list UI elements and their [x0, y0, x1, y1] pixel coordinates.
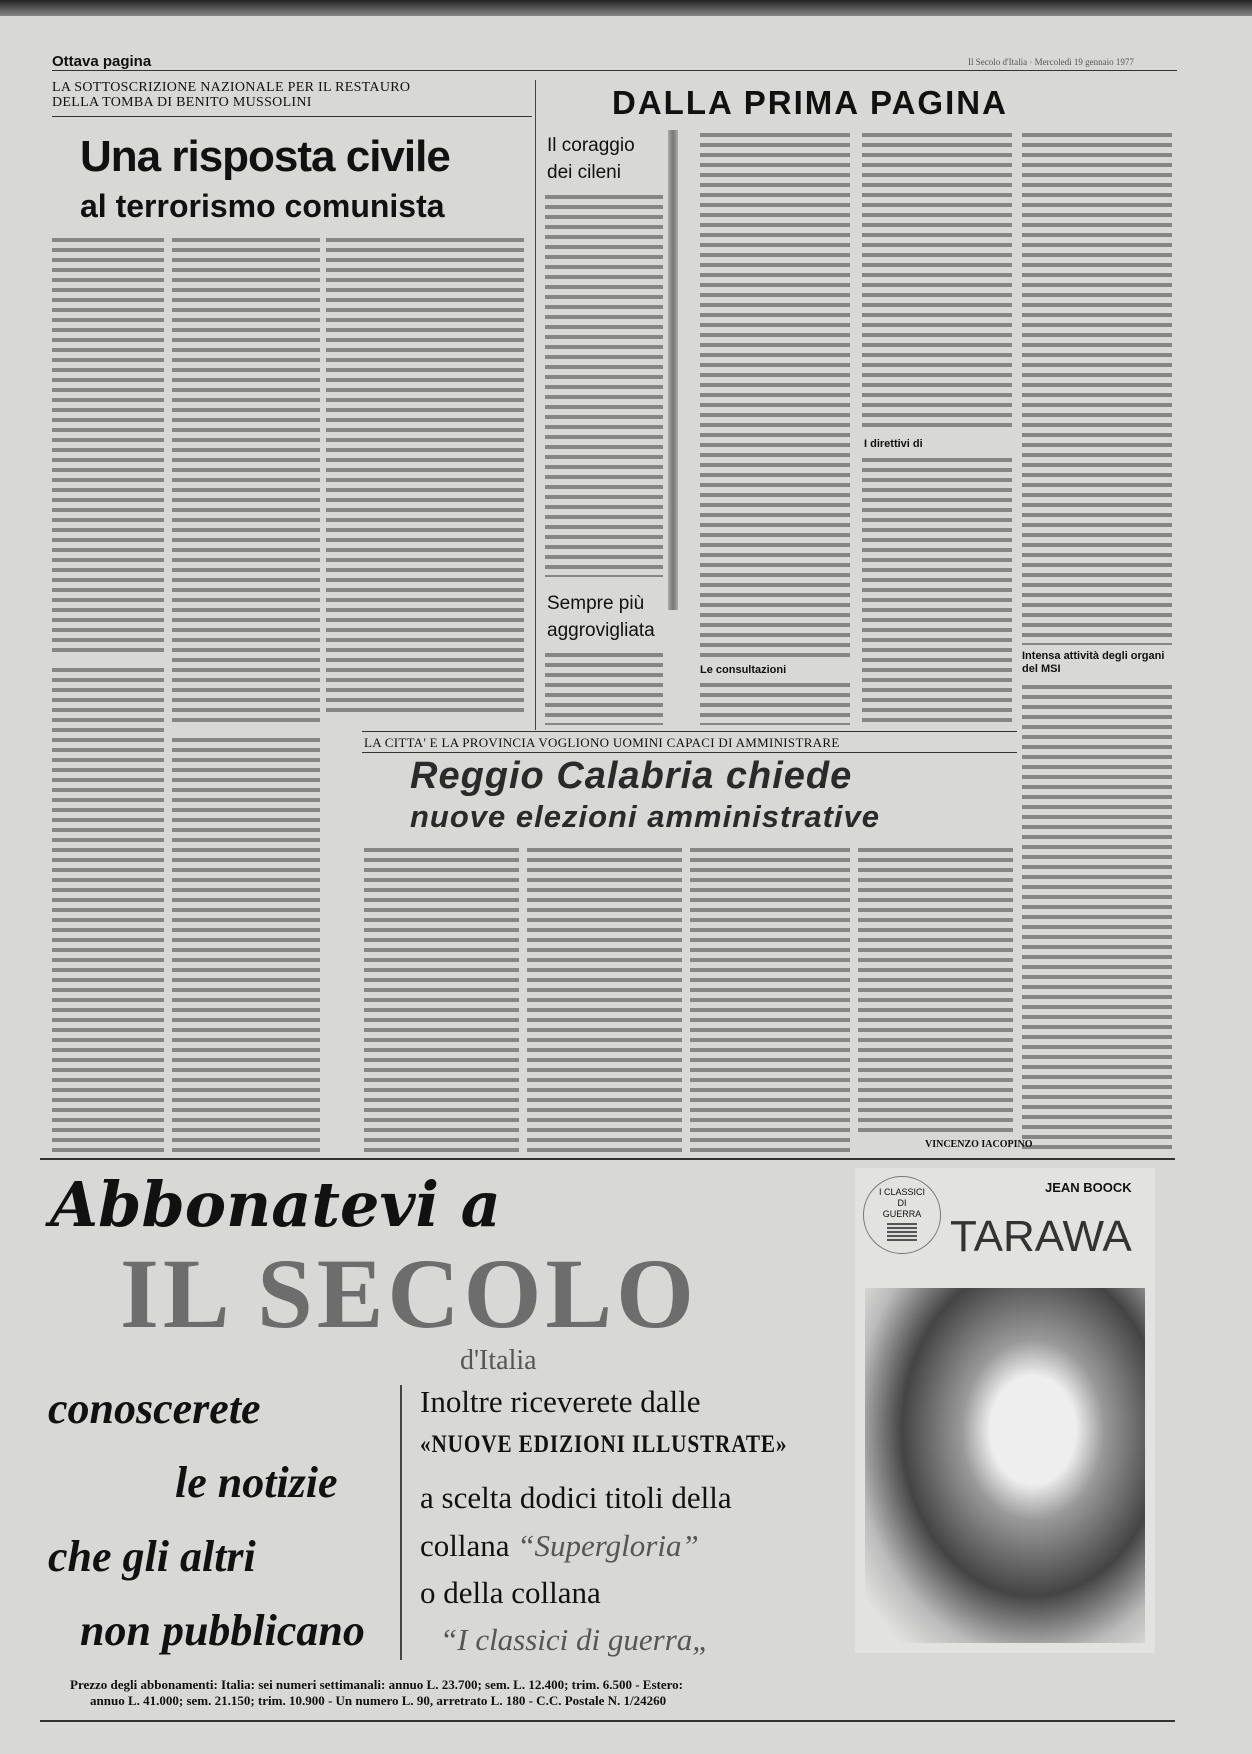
section-title: DALLA PRIMA PAGINA — [612, 84, 1008, 121]
kicker-line: DELLA TOMBA DI BENITO MUSSOLINI — [52, 95, 312, 110]
ad-brand: IL SECOLO — [120, 1238, 698, 1349]
text: collana — [420, 1528, 510, 1563]
body-text — [1022, 130, 1172, 645]
ad-right-line: «NUOVE EDIZIONI ILLUSTRATE» — [420, 1431, 788, 1458]
flag-icon — [887, 1223, 917, 1241]
book-title: TARAWA — [950, 1212, 1132, 1261]
subscription-prices — [70, 1677, 683, 1709]
price-line: annuo L. 41.000; sem. 21.150; trim. 10.900 - Un numero L. 90, arretrato L. 180 - C.C. Postale N. 1/24260 — [90, 1693, 667, 1708]
ad-right-line: o della collana — [420, 1575, 601, 1610]
badge-text: GUERRA — [882, 1209, 922, 1219]
title-line: aggrovigliata — [547, 620, 655, 641]
body-text — [1022, 682, 1172, 1155]
decorative-bar — [668, 130, 678, 610]
byline: VINCENZO IACOPINO — [925, 1139, 1033, 1150]
ad-right-line: a scelta dodici titoli della — [420, 1480, 732, 1515]
donor-list — [172, 735, 320, 1155]
body-text — [862, 130, 1012, 430]
reggio-title: Reggio Calabria chiede — [410, 755, 853, 797]
badge-text: I CLASSICI — [878, 1187, 925, 1197]
ad-left-line: non pubblicano — [80, 1606, 365, 1655]
series-badge — [863, 1176, 941, 1254]
body-text — [364, 845, 519, 1155]
ad-border — [40, 1720, 1175, 1722]
donor-list — [172, 235, 320, 725]
subhead: I direttivi di — [864, 438, 923, 450]
series-name: “Supergloria” — [517, 1528, 699, 1563]
left-title: Una risposta civile — [80, 132, 450, 181]
ad-headline: Abbonatevi a — [50, 1168, 501, 1241]
body-text — [52, 235, 164, 655]
badge-text: DI — [897, 1198, 907, 1208]
masthead-date: Il Secolo d'Italia · Mercoledì 19 gennaio 1977 — [968, 57, 1134, 67]
body-text — [700, 680, 850, 725]
ad-right-line — [420, 1528, 699, 1564]
title-line: Il coraggio — [547, 135, 635, 156]
body-text — [858, 845, 1013, 1135]
ad-divider — [400, 1385, 402, 1660]
body-text — [545, 650, 663, 725]
divider — [362, 731, 1017, 732]
section-label: Ottava pagina — [52, 53, 152, 70]
ad-left-line: conoscerete — [48, 1384, 261, 1433]
column-rule — [535, 80, 536, 730]
body-text — [527, 845, 682, 1155]
ad-left-line: le notizie — [175, 1458, 338, 1507]
subhead: Intensa attività degli organi del MSI — [1022, 650, 1165, 675]
reggio-kicker: LA CITTA' E LA PROVINCIA VOGLIONO UOMINI CAPACI DI AMMINISTRARE — [364, 735, 840, 750]
body-text — [700, 130, 850, 660]
header-rule — [52, 70, 1177, 71]
book-illustration — [865, 1288, 1145, 1643]
donor-list — [326, 235, 524, 715]
title-line: Sempre più — [547, 593, 645, 614]
book-author: JEAN BOOCK — [1045, 1180, 1132, 1195]
ad-right-line: Inoltre riceverete dalle — [420, 1384, 701, 1419]
title-line: dei cileni — [547, 162, 621, 183]
divider — [362, 752, 1017, 753]
scan-edge — [0, 0, 1252, 16]
donor-list — [52, 665, 164, 1155]
body-text — [862, 455, 1012, 725]
ad-left-line: che gli altri — [48, 1532, 256, 1581]
price-line: Prezzo degli abbonamenti: Italia: sei numeri settimanali: annuo L. 23.700; sem. L. 12.400; trim. 6.500 - Estero: — [70, 1677, 683, 1692]
subhead: Le consultazioni — [700, 664, 787, 676]
reggio-subtitle: nuove elezioni amministrative — [410, 799, 881, 834]
article-title-aggrovigliata — [547, 590, 655, 644]
ad-brand-sub: d'Italia — [460, 1345, 537, 1376]
book-cover — [855, 1168, 1155, 1653]
body-text — [545, 192, 663, 577]
left-kicker — [52, 80, 410, 110]
kicker-line: LA SOTTOSCRIZIONE NAZIONALE PER IL RESTAURO — [52, 80, 411, 95]
article-title-cileni — [547, 132, 635, 186]
ad-right-line: “I classici di guerra„ — [440, 1622, 710, 1657]
ad-border — [40, 1158, 1175, 1160]
left-subtitle: al terrorismo comunista — [80, 188, 445, 224]
divider — [52, 116, 532, 117]
body-text — [690, 845, 850, 1155]
